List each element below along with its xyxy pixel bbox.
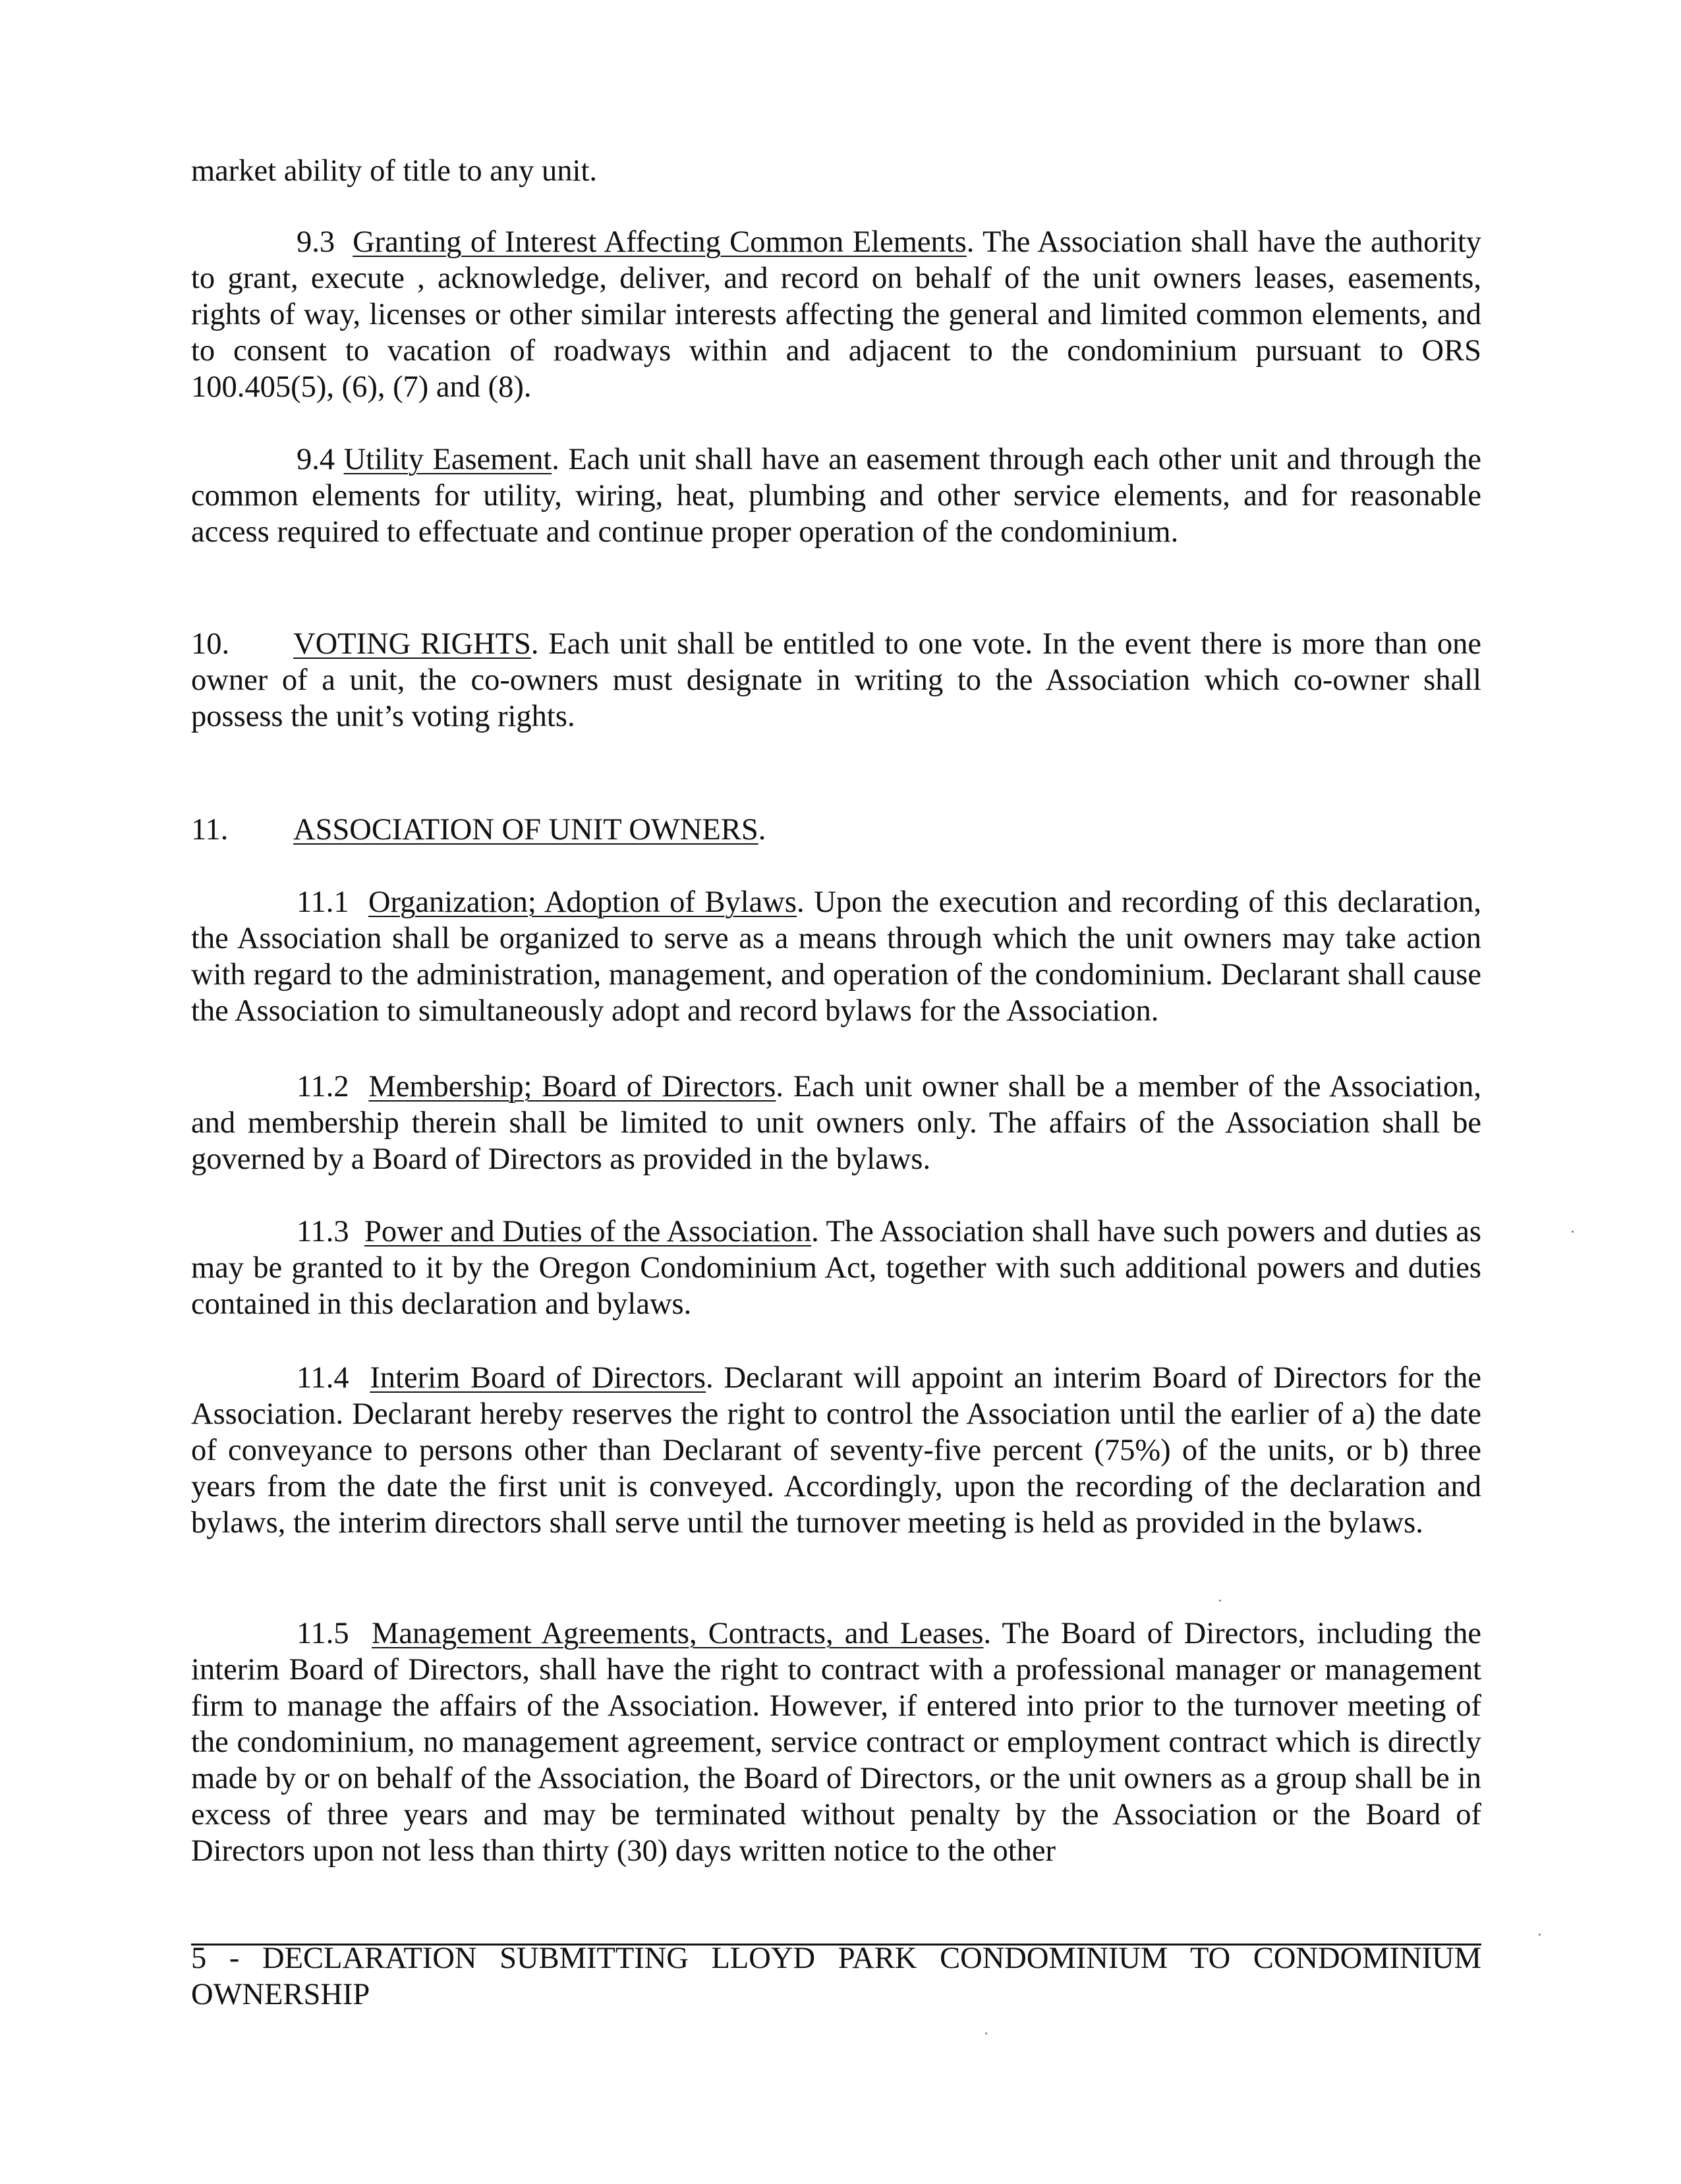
scan-speck xyxy=(1572,1231,1574,1233)
section-heading: Power and Duties of the Association xyxy=(364,1215,812,1248)
paragraph-continuation xyxy=(191,153,1481,189)
scan-speck xyxy=(1219,1600,1221,1602)
footer-title-line-1: 5 - DECLARATION SUBMITTING LLOYD PARK CONDOMINIUM TO CONDOMINIUM xyxy=(191,1942,1481,1975)
section-9-4 xyxy=(191,441,1481,550)
section-body: . Upon the execution and recording of this declaration, the Association shall be organized to serve as a means through which the unit owners may take action with regard to the administration, management, and operation of the condominium. Declarant shall cause the Association to simultaneously adopt and record bylaws for the Association. xyxy=(191,885,1481,1028)
section-body: . Each unit shall be entitled to one vote. In the event there is more than one owner of a unit, the co-owners must designate in writing to the Association which co-owner shall possess the unit’s voting rights. xyxy=(191,627,1482,733)
section-11 xyxy=(191,812,1481,848)
section-number: 9.4 xyxy=(297,443,335,476)
section-number: 11.3 xyxy=(297,1215,349,1248)
footer-title-line-2: OWNERSHIP xyxy=(191,1978,370,2011)
section-11-1 xyxy=(191,884,1481,1029)
section-number: 9.3 xyxy=(297,225,335,259)
section-heading: ASSOCIATION OF UNIT OWNERS xyxy=(293,813,758,847)
section-body: . The Board of Directors, including the interim Board of Directors, shall have the right to contract with a professional manager or management firm to manage the affairs of the Association. However, if entered into prior to the turnover meeting of the condominium, no management agreement, service contract or employment contract which is directly made by or on behalf of the Association, the Board of Directors, or the unit owners as a group shall be in excess of three years and may be terminated without penalty by the Association or the Board of Directors upon not less than thirty (30) days written notice to the other xyxy=(191,1617,1482,1868)
section-11-3 xyxy=(191,1214,1481,1322)
section-heading: Management Agreements, Contracts, and Leases xyxy=(371,1617,984,1650)
continuation-text: market ability of title to any unit. xyxy=(191,154,597,188)
section-body: . The Association shall have the authority to grant, execute , acknowledge, deliver, and record on behalf of the unit owners leases, easements, rights of way, licenses or other similar interests affecting the general and limited common elements, and to consent to vacation of roadways within and adjacent to the condominium pursuant to ORS 100.405(5), (6), (7) and (8). xyxy=(191,225,1481,404)
section-number: 11. xyxy=(191,813,229,847)
section-body: . Declarant will appoint an interim Board of Directors for the Association. Declarant hereby reserves the right to control the Association until the earlier of a) the date of conveyance to persons other than Declarant of seventy-five percent (75%) of the units, or b) three years from the date the first unit is conveyed. Accordingly, upon the recording of the declaration and bylaws, the interim directors shall serve until the turnover meeting is held as provided in the bylaws. xyxy=(191,1361,1481,1540)
section-11-5 xyxy=(191,1615,1481,1869)
section-number: 11.5 xyxy=(297,1617,349,1650)
section-number: 11.1 xyxy=(297,885,349,919)
scan-speck xyxy=(985,2032,987,2034)
section-heading: Organization; Adoption of Bylaws xyxy=(368,885,797,919)
section-heading: Utility Easement xyxy=(343,443,552,476)
section-heading: Granting of Interest Affecting Common Elements xyxy=(353,225,967,259)
section-11-4 xyxy=(191,1360,1481,1541)
section-body: . Each unit shall have an easement through each other unit and through the common elements for utility, wiring, heat, plumbing and other service elements, and for reasonable access required to effectuate and continue proper operation of the condominium. xyxy=(191,443,1481,549)
section-body: . Each unit owner shall be a member of the Association, and membership therein shall be limited to unit owners only. The affairs of the Association shall be governed by a Board of Directors as provided in the bylaws. xyxy=(191,1070,1481,1176)
section-heading: Membership; Board of Directors xyxy=(368,1070,776,1104)
section-number: 10. xyxy=(191,627,230,661)
section-number: 11.2 xyxy=(297,1070,349,1104)
scan-speck xyxy=(1539,1934,1541,1936)
section-body: . The Association shall have such powers and duties as may be granted to it by the Oregon Condominium Act, together with such additional powers and duties contained in this declaration and bylaws. xyxy=(191,1215,1481,1321)
section-11-2 xyxy=(191,1069,1481,1177)
section-number: 11.4 xyxy=(297,1361,349,1395)
section-10 xyxy=(191,626,1481,735)
section-heading-period: . xyxy=(758,813,766,847)
section-heading: Interim Board of Directors xyxy=(370,1361,706,1395)
section-9-3 xyxy=(191,224,1481,405)
page-footer xyxy=(191,1940,1481,2013)
section-heading: VOTING RIGHTS xyxy=(293,627,531,661)
